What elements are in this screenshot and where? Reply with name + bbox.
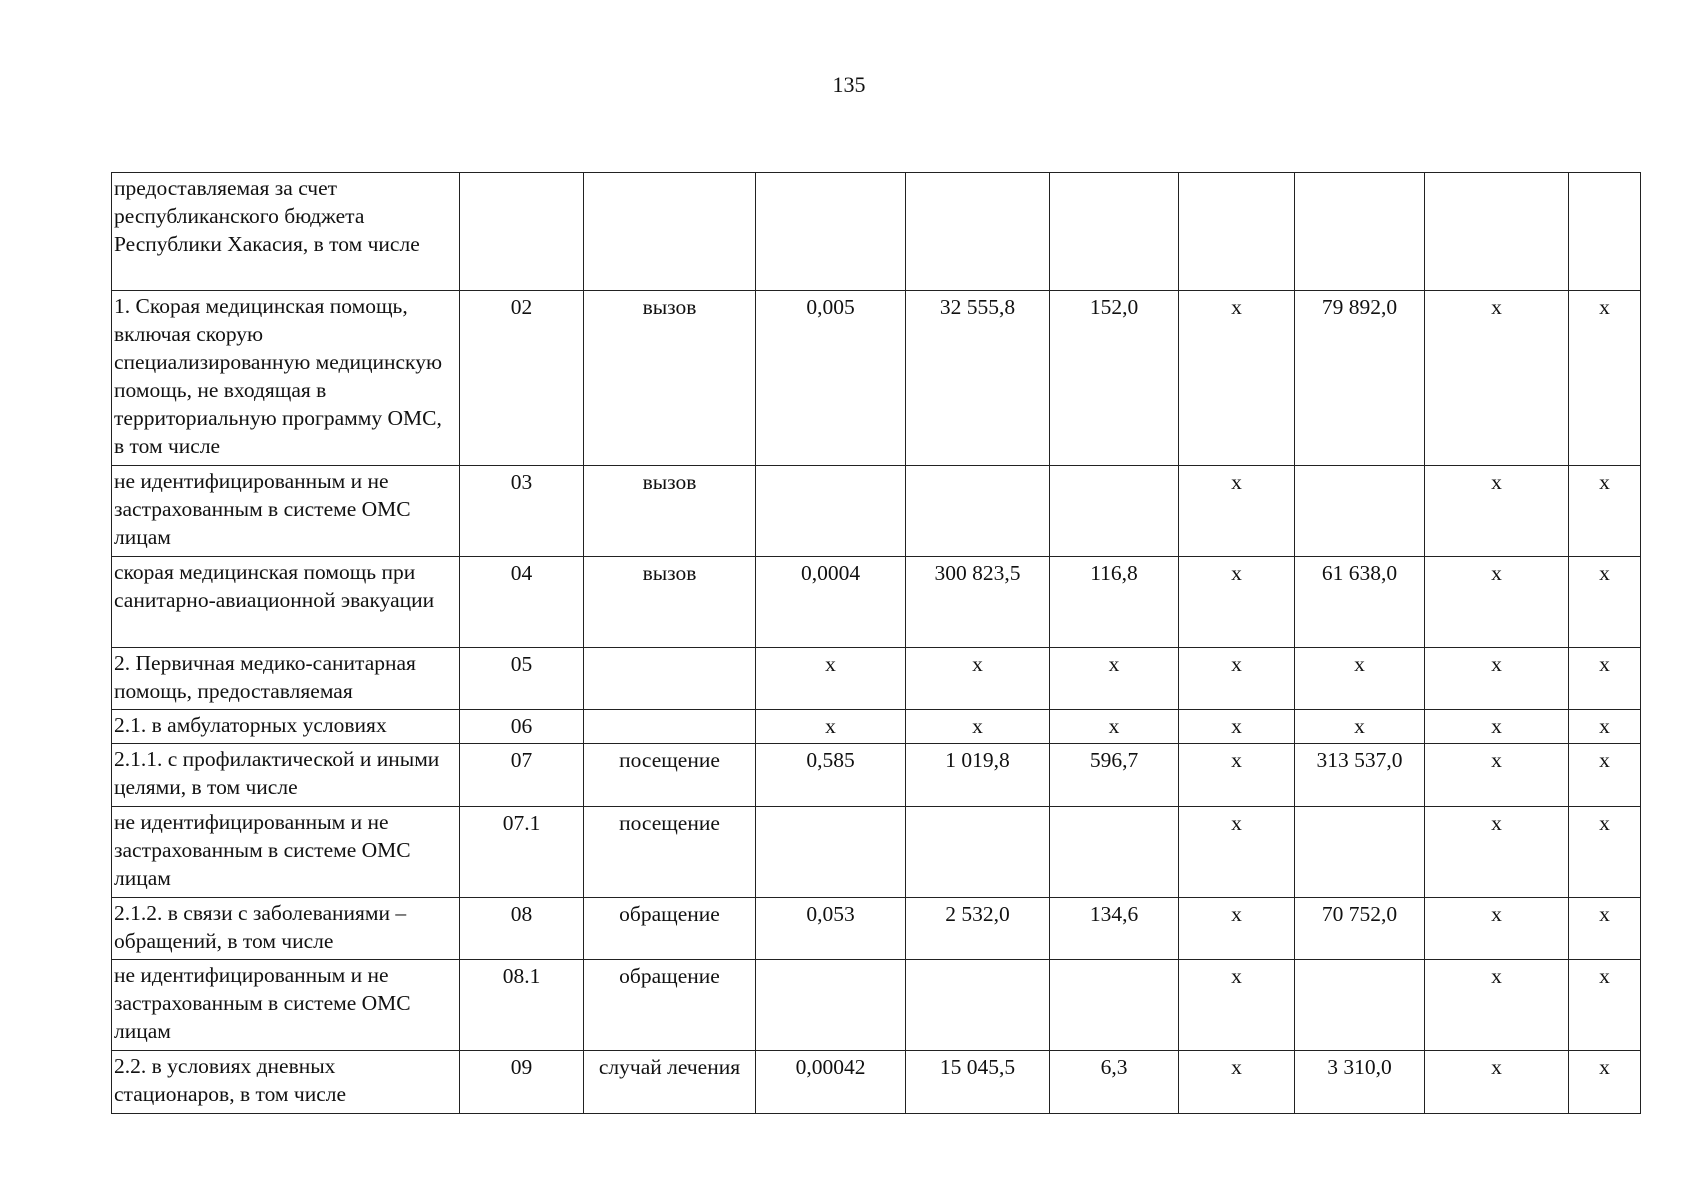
row-value-cell bbox=[906, 807, 1050, 898]
table-row bbox=[112, 898, 1641, 960]
row-value-cell bbox=[1295, 807, 1425, 898]
row-value-cell: х bbox=[1569, 744, 1641, 807]
table-row bbox=[112, 648, 1641, 710]
row-value-cell: х bbox=[1179, 898, 1295, 960]
row-value-cell: х bbox=[1569, 960, 1641, 1051]
table-row bbox=[112, 173, 1641, 291]
row-name-cell: 2.1.2. в связи с заболеваниями – обращений, в том числе bbox=[112, 898, 460, 960]
row-value-cell: х bbox=[1179, 807, 1295, 898]
row-value-cell: 2 532,0 bbox=[906, 898, 1050, 960]
row-unit-cell: посещение bbox=[584, 807, 756, 898]
row-value-cell: х bbox=[1569, 710, 1641, 744]
row-value-cell: х bbox=[1050, 648, 1179, 710]
row-name-cell: не идентифицированным и не застрахованным в системе ОМС лицам bbox=[112, 960, 460, 1051]
row-name-cell: 2.2. в условиях дневных стационаров, в том числе bbox=[112, 1051, 460, 1114]
row-value-cell: х bbox=[1425, 466, 1569, 557]
row-value-cell bbox=[906, 173, 1050, 291]
row-value-cell: х bbox=[756, 648, 906, 710]
row-code-cell: 09 bbox=[460, 1051, 584, 1114]
row-name-cell: 2.1. в амбулаторных условиях bbox=[112, 710, 460, 744]
row-value-cell: 6,3 bbox=[1050, 1051, 1179, 1114]
table-row bbox=[112, 710, 1641, 744]
row-value-cell bbox=[756, 466, 906, 557]
row-value-cell: 0,005 bbox=[756, 291, 906, 466]
row-unit-cell: посещение bbox=[584, 744, 756, 807]
row-value-cell bbox=[1295, 960, 1425, 1051]
row-value-cell bbox=[1295, 466, 1425, 557]
row-value-cell: х bbox=[1425, 710, 1569, 744]
row-code-cell: 04 bbox=[460, 557, 584, 648]
row-value-cell: 32 555,8 bbox=[906, 291, 1050, 466]
row-code-cell: 07 bbox=[460, 744, 584, 807]
row-value-cell: х bbox=[1295, 648, 1425, 710]
row-value-cell: 596,7 bbox=[1050, 744, 1179, 807]
row-value-cell bbox=[756, 807, 906, 898]
row-name-cell: не идентифицированным и не застрахованным в системе ОМС лицам bbox=[112, 466, 460, 557]
row-value-cell: 134,6 bbox=[1050, 898, 1179, 960]
table-row bbox=[112, 744, 1641, 807]
row-value-cell bbox=[1425, 173, 1569, 291]
row-value-cell: х bbox=[1425, 744, 1569, 807]
row-value-cell bbox=[1050, 960, 1179, 1051]
row-value-cell bbox=[756, 960, 906, 1051]
row-code-cell: 05 bbox=[460, 648, 584, 710]
row-value-cell: 300 823,5 bbox=[906, 557, 1050, 648]
data-table bbox=[111, 172, 1641, 1114]
table-row bbox=[112, 807, 1641, 898]
row-value-cell: х bbox=[1425, 807, 1569, 898]
row-value-cell: 0,0004 bbox=[756, 557, 906, 648]
row-value-cell: х bbox=[1569, 557, 1641, 648]
row-value-cell: х bbox=[906, 648, 1050, 710]
row-value-cell: 116,8 bbox=[1050, 557, 1179, 648]
row-value-cell bbox=[1179, 173, 1295, 291]
row-value-cell: х bbox=[1569, 466, 1641, 557]
row-name-cell: 2. Первичная медико-санитарная помощь, предоставляемая bbox=[112, 648, 460, 710]
row-value-cell: х bbox=[1179, 744, 1295, 807]
row-value-cell bbox=[1050, 173, 1179, 291]
row-code-cell bbox=[460, 173, 584, 291]
row-value-cell: х bbox=[1569, 898, 1641, 960]
row-value-cell: х bbox=[1179, 648, 1295, 710]
row-value-cell: х bbox=[1425, 960, 1569, 1051]
table-row bbox=[112, 960, 1641, 1051]
row-unit-cell: вызов bbox=[584, 291, 756, 466]
row-name-cell: предоставляемая за счет республиканского бюджета Республики Хакасия, в том числе bbox=[112, 173, 460, 291]
row-value-cell bbox=[906, 960, 1050, 1051]
row-code-cell: 02 bbox=[460, 291, 584, 466]
row-value-cell bbox=[1569, 173, 1641, 291]
row-unit-cell: вызов bbox=[584, 466, 756, 557]
row-code-cell: 08.1 bbox=[460, 960, 584, 1051]
row-value-cell: х bbox=[1179, 557, 1295, 648]
row-value-cell bbox=[1050, 807, 1179, 898]
table-row bbox=[112, 1051, 1641, 1114]
row-value-cell: 79 892,0 bbox=[1295, 291, 1425, 466]
row-value-cell: х bbox=[1569, 291, 1641, 466]
row-value-cell: 70 752,0 bbox=[1295, 898, 1425, 960]
row-value-cell: х bbox=[1050, 710, 1179, 744]
row-value-cell: 152,0 bbox=[1050, 291, 1179, 466]
row-value-cell: х bbox=[1569, 1051, 1641, 1114]
row-value-cell: 0,053 bbox=[756, 898, 906, 960]
row-value-cell bbox=[1295, 173, 1425, 291]
row-value-cell: х bbox=[1425, 1051, 1569, 1114]
row-value-cell: х bbox=[1179, 1051, 1295, 1114]
row-unit-cell: обращение bbox=[584, 898, 756, 960]
row-code-cell: 06 bbox=[460, 710, 584, 744]
row-value-cell: 61 638,0 bbox=[1295, 557, 1425, 648]
row-value-cell: 0,585 bbox=[756, 744, 906, 807]
row-value-cell: х bbox=[1179, 960, 1295, 1051]
table-row bbox=[112, 557, 1641, 648]
row-value-cell: х bbox=[1425, 898, 1569, 960]
row-name-cell: скорая медицинская помощь при санитарно-авиационной эвакуации bbox=[112, 557, 460, 648]
row-code-cell: 03 bbox=[460, 466, 584, 557]
row-value-cell: 15 045,5 bbox=[906, 1051, 1050, 1114]
row-value-cell: 3 310,0 bbox=[1295, 1051, 1425, 1114]
row-unit-cell: обращение bbox=[584, 960, 756, 1051]
row-value-cell bbox=[906, 466, 1050, 557]
row-name-cell: не идентифицированным и не застрахованным в системе ОМС лицам bbox=[112, 807, 460, 898]
table-row bbox=[112, 291, 1641, 466]
row-name-cell: 1. Скорая медицинская помощь, включая скорую специализированную медицинскую помощь, не входящая в территориальную программу ОМС, в том числе bbox=[112, 291, 460, 466]
row-value-cell: х bbox=[1569, 648, 1641, 710]
row-value-cell: х bbox=[1179, 466, 1295, 557]
row-value-cell: х bbox=[1179, 291, 1295, 466]
row-value-cell: х bbox=[1295, 710, 1425, 744]
row-value-cell: х bbox=[1425, 557, 1569, 648]
row-value-cell: х bbox=[1425, 291, 1569, 466]
row-unit-cell bbox=[584, 173, 756, 291]
row-unit-cell bbox=[584, 710, 756, 744]
row-value-cell bbox=[1050, 466, 1179, 557]
row-value-cell: х bbox=[756, 710, 906, 744]
row-value-cell: х bbox=[1569, 807, 1641, 898]
row-code-cell: 07.1 bbox=[460, 807, 584, 898]
page-number: 135 bbox=[832, 72, 866, 97]
row-value-cell: х bbox=[906, 710, 1050, 744]
row-value-cell: 0,00042 bbox=[756, 1051, 906, 1114]
row-unit-cell bbox=[584, 648, 756, 710]
row-unit-cell: вызов bbox=[584, 557, 756, 648]
row-value-cell: 1 019,8 bbox=[906, 744, 1050, 807]
row-value-cell bbox=[756, 173, 906, 291]
row-value-cell: х bbox=[1179, 710, 1295, 744]
row-unit-cell: случай лечения bbox=[584, 1051, 756, 1114]
row-value-cell: х bbox=[1425, 648, 1569, 710]
row-name-cell: 2.1.1. с профилактической и иными целями, в том числе bbox=[112, 744, 460, 807]
row-code-cell: 08 bbox=[460, 898, 584, 960]
table-row bbox=[112, 466, 1641, 557]
row-value-cell: 313 537,0 bbox=[1295, 744, 1425, 807]
